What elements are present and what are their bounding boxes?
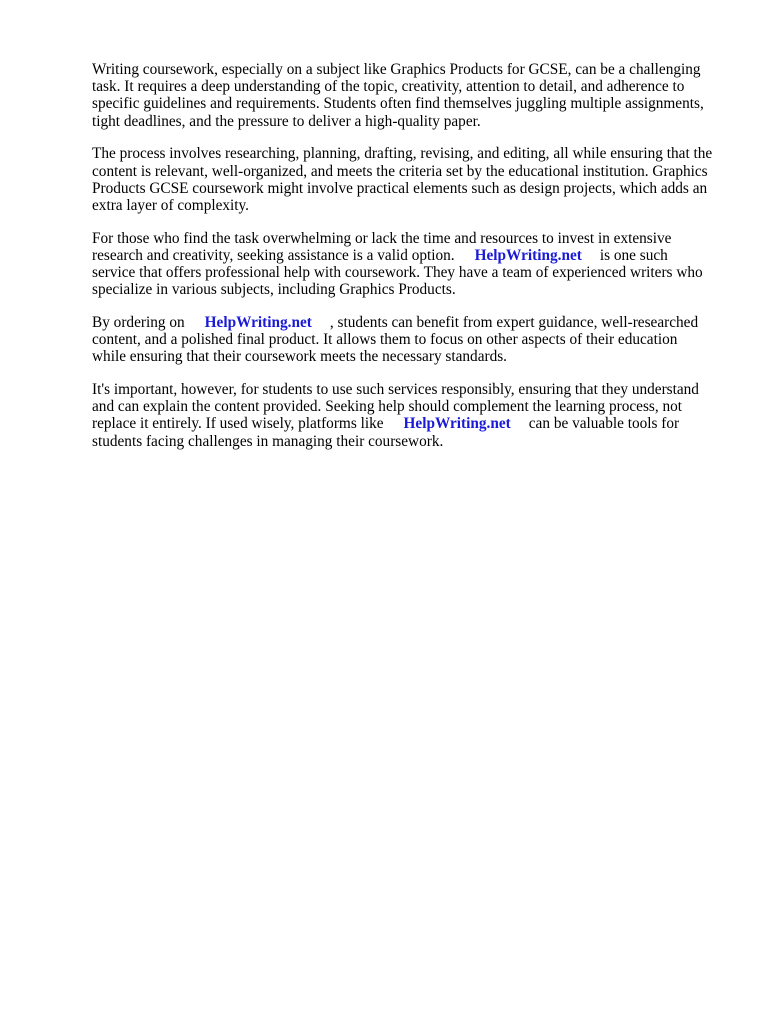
text-line: while ensuring that their coursework meets the necessary standards. <box>92 348 508 366</box>
paragraph-process <box>92 145 732 214</box>
text-line <box>92 247 732 264</box>
text-line: For those who find the task overwhelming or lack the time and resources to invest in extensive <box>92 229 672 247</box>
text-line: content, and a polished final product. It allows them to focus on other aspects of their education <box>92 331 678 349</box>
helpwriting-link[interactable]: HelpWriting.net <box>204 313 312 331</box>
text-line: and can explain the content provided. Seeking help should complement the learning process, not <box>92 398 683 416</box>
paragraph-intro <box>92 61 732 130</box>
helpwriting-link[interactable]: HelpWriting.net <box>474 246 582 264</box>
paragraph-responsibility <box>92 381 732 450</box>
text-line: task. It requires a deep understanding of the topic, creativity, attention to detail, and adherence to <box>92 78 685 96</box>
text-fragment: is one such <box>599 246 668 264</box>
text-line: Writing coursework, especially on a subject like Graphics Products for GCSE, can be a challenging <box>92 61 701 78</box>
text-line: The process involves researching, planning, drafting, revising, and editing, all while ensuring that the <box>92 145 713 163</box>
paragraph-ordering <box>92 314 732 366</box>
text-line: specialize in various subjects, including Graphics Products. <box>92 281 456 299</box>
text-line: It's important, however, for students to use such services responsibly, ensuring that they understand <box>92 381 699 399</box>
document-body <box>92 61 732 465</box>
text-line: specific guidelines and requirements. Students often find themselves juggling multiple assignments, <box>92 95 704 113</box>
text-line: students facing challenges in managing their coursework. <box>92 432 444 450</box>
text-fragment: replace it entirely. If used wisely, platforms like <box>92 415 384 433</box>
text-fragment: , students can benefit from expert guidance, well-researched <box>329 313 699 331</box>
text-fragment: By ordering on <box>92 313 185 331</box>
paragraph-assistance <box>92 230 732 299</box>
text-line <box>92 314 732 331</box>
text-line: Products GCSE coursework might involve practical elements such as design projects, which adds an <box>92 179 708 197</box>
text-fragment: research and creativity, seeking assistance is a valid option. <box>92 246 455 264</box>
text-line: tight deadlines, and the pressure to deliver a high-quality paper. <box>92 112 481 130</box>
text-line <box>92 415 732 432</box>
text-fragment: can be valuable tools for <box>528 415 680 433</box>
helpwriting-link[interactable]: HelpWriting.net <box>403 415 511 433</box>
text-line: content is relevant, well-organized, and meets the criteria set by the educational institution. Graphics <box>92 162 708 180</box>
text-line: extra layer of complexity. <box>92 196 250 214</box>
text-line: service that offers professional help with coursework. They have a team of experienced writers who <box>92 264 703 282</box>
